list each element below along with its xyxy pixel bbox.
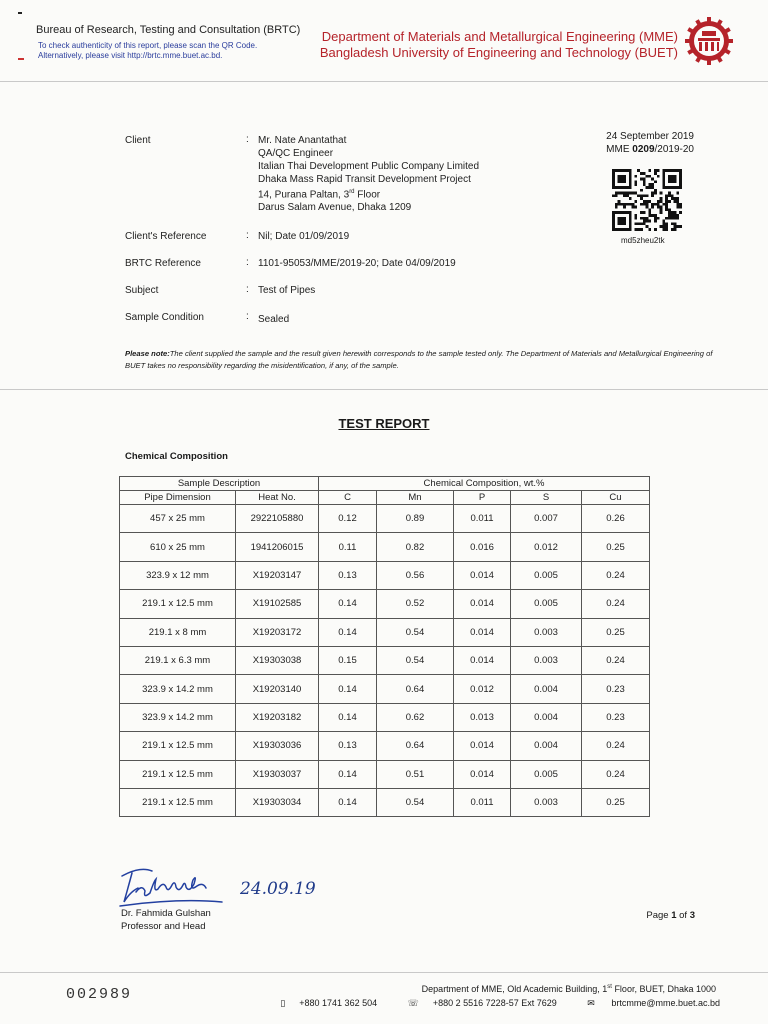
university-name: Bangladesh University of Engineering and Technology (BUET) xyxy=(319,45,678,60)
mail-icon: ✉ xyxy=(587,998,595,1008)
composition-cell: 0.011 xyxy=(454,505,511,533)
report-date: 24 September 2019 xyxy=(606,131,694,142)
composition-cell: 0.003 xyxy=(511,646,582,674)
composition-cell: 0.005 xyxy=(511,561,582,589)
qr-code-icon[interactable] xyxy=(612,169,682,231)
composition-cell: 0.25 xyxy=(582,618,650,646)
sample-condition-label: Sample Condition xyxy=(125,312,204,323)
composition-cell: 0.54 xyxy=(377,618,454,646)
element-header: C xyxy=(319,491,377,505)
composition-cell: 0.013 xyxy=(454,703,511,731)
composition-cell: 0.24 xyxy=(582,760,650,788)
client-details: Mr. Nate Anantathat QA/QC Engineer Italian Thai Development Public Company Limited Dhaka Mass Rapid Transit Development Project 14, Purana Paltan, 3rd Floor Darus Salam Avenue, Dhaka 1209 xyxy=(258,135,480,214)
heat-no-cell: X19303038 xyxy=(236,646,319,674)
composition-cell: 0.003 xyxy=(511,618,582,646)
composition-cell: 0.012 xyxy=(454,675,511,703)
pipe-dimension-cell: 457 x 25 mm xyxy=(120,505,236,533)
heat-no-cell: X19303036 xyxy=(236,732,319,760)
composition-cell: 0.003 xyxy=(511,788,582,816)
sample-condition-value: Sealed xyxy=(258,314,290,325)
composition-cell: 0.14 xyxy=(319,760,377,788)
heat-no-cell: X19203172 xyxy=(236,618,319,646)
footer-divider xyxy=(0,972,768,973)
element-header: S xyxy=(511,491,582,505)
brtc-title: Bureau of Research, Testing and Consultation (BRTC) xyxy=(36,24,301,36)
table-row xyxy=(120,590,650,618)
composition-cell: 0.014 xyxy=(454,618,511,646)
report-reference: MME 0209/2019-20 xyxy=(606,144,694,155)
composition-cell: 0.014 xyxy=(454,732,511,760)
heat-no-cell: 2922105880 xyxy=(236,505,319,533)
pipe-dimension-cell: 219.1 x 12.5 mm xyxy=(120,732,236,760)
composition-cell: 0.014 xyxy=(454,646,511,674)
element-header: Cu xyxy=(582,491,650,505)
heat-no-cell: X19303037 xyxy=(236,760,319,788)
composition-cell: 0.014 xyxy=(454,561,511,589)
disclaimer-note: Please note:The client supplied the sample and the result given herewith corresponds to the sample tested only. The Department of Materials and Metallurgical Engineering of BUET takes no responsibility regarding the misidentification, if any, of the sample. xyxy=(125,349,713,370)
composition-cell: 0.82 xyxy=(377,533,454,561)
composition-cell: 0.016 xyxy=(454,533,511,561)
report-title: TEST REPORT xyxy=(338,416,430,431)
heat-no-cell: X19203182 xyxy=(236,703,319,731)
composition-cell: 0.56 xyxy=(377,561,454,589)
client-reference-label: Client's Reference xyxy=(125,231,207,242)
mobile-icon: ▯ xyxy=(280,998,286,1008)
pipe-dimension-cell: 323.9 x 14.2 mm xyxy=(120,703,236,731)
heat-no-header: Heat No. xyxy=(236,491,319,505)
composition-cell: 0.14 xyxy=(319,703,377,731)
composition-cell: 0.89 xyxy=(377,505,454,533)
chemical-composition-header: Chemical Composition, wt.% xyxy=(319,477,650,491)
subject-label: Subject xyxy=(125,285,159,296)
client-reference-value: Nil; Date 01/09/2019 xyxy=(258,231,350,242)
composition-cell: 0.14 xyxy=(319,590,377,618)
pipe-dimension-cell: 323.9 x 14.2 mm xyxy=(120,675,236,703)
composition-cell: 0.004 xyxy=(511,732,582,760)
table-row xyxy=(120,646,650,674)
composition-cell: 0.14 xyxy=(319,675,377,703)
table-row xyxy=(120,618,650,646)
subject-value: Test of Pipes xyxy=(258,285,316,296)
composition-cell: 0.54 xyxy=(377,646,454,674)
composition-cell: 0.14 xyxy=(319,618,377,646)
chemical-composition-table xyxy=(119,476,650,817)
signatory: Dr. Fahmida Gulshan Professor and Head xyxy=(121,908,211,932)
composition-cell: 0.011 xyxy=(454,788,511,816)
table-row xyxy=(120,788,650,816)
element-header: Mn xyxy=(377,491,454,505)
corner-mark xyxy=(18,12,22,14)
table-row xyxy=(120,505,650,533)
pipe-dimension-cell: 219.1 x 12.5 mm xyxy=(120,590,236,618)
composition-cell: 0.11 xyxy=(319,533,377,561)
composition-cell: 0.24 xyxy=(582,590,650,618)
pipe-dimension-cell: 219.1 x 6.3 mm xyxy=(120,646,236,674)
composition-cell: 0.23 xyxy=(582,703,650,731)
footer-email: brtcmme@mme.buet.ac.bd xyxy=(611,998,720,1008)
pipe-dimension-cell: 219.1 x 12.5 mm xyxy=(120,788,236,816)
composition-cell: 0.004 xyxy=(511,703,582,731)
composition-cell: 0.51 xyxy=(377,760,454,788)
composition-cell: 0.25 xyxy=(582,533,650,561)
corner-mark xyxy=(18,58,24,60)
department-name: Department of Materials and Metallurgical Engineering (MME) xyxy=(321,29,678,44)
element-header: P xyxy=(454,491,511,505)
pipe-dimension-cell: 610 x 25 mm xyxy=(120,533,236,561)
footer-phone: +880 2 5516 7228-57 Ext 7629 xyxy=(432,998,557,1008)
composition-cell: 0.13 xyxy=(319,732,377,760)
authenticity-note: To check authenticity of this report, please scan the QR Code. Alternatively, please visit http://brtc.mme.buet.ac.bd. xyxy=(38,41,258,60)
composition-cell: 0.24 xyxy=(582,646,650,674)
pipe-dimension-cell: 323.9 x 12 mm xyxy=(120,561,236,589)
composition-cell: 0.52 xyxy=(377,590,454,618)
telephone-icon: ☏ xyxy=(407,998,419,1008)
composition-cell: 0.24 xyxy=(582,732,650,760)
table-row xyxy=(120,533,650,561)
composition-cell: 0.13 xyxy=(319,561,377,589)
footer-contacts xyxy=(266,998,720,1009)
composition-cell: 0.004 xyxy=(511,675,582,703)
composition-cell: 0.012 xyxy=(511,533,582,561)
note-divider xyxy=(0,389,768,390)
pipe-dimension-cell: 219.1 x 12.5 mm xyxy=(120,760,236,788)
composition-cell: 0.007 xyxy=(511,505,582,533)
table-row xyxy=(120,675,650,703)
page-number: Page 1 of 3 xyxy=(646,910,695,921)
heat-no-cell: X19203140 xyxy=(236,675,319,703)
sample-description-header: Sample Description xyxy=(120,477,319,491)
composition-cell: 0.12 xyxy=(319,505,377,533)
heat-no-cell: X19303034 xyxy=(236,788,319,816)
signature-date: 24.09.19 xyxy=(240,879,316,899)
buet-gear-logo-icon xyxy=(684,16,734,66)
composition-cell: 0.64 xyxy=(377,732,454,760)
composition-cell: 0.25 xyxy=(582,788,650,816)
composition-cell: 0.005 xyxy=(511,760,582,788)
composition-cell: 0.23 xyxy=(582,675,650,703)
serial-number: 002989 xyxy=(66,986,133,1003)
table-row xyxy=(120,703,650,731)
composition-cell: 0.005 xyxy=(511,590,582,618)
composition-cell: 0.014 xyxy=(454,760,511,788)
pipe-dimension-header: Pipe Dimension xyxy=(120,491,236,505)
table-row xyxy=(120,732,650,760)
composition-cell: 0.15 xyxy=(319,646,377,674)
composition-cell: 0.14 xyxy=(319,788,377,816)
table-body xyxy=(120,505,650,817)
composition-cell: 0.26 xyxy=(582,505,650,533)
client-label: Client xyxy=(125,135,151,146)
brtc-reference-label: BRTC Reference xyxy=(125,258,201,269)
heat-no-cell: X19203147 xyxy=(236,561,319,589)
table-row xyxy=(120,760,650,788)
heat-no-cell: X19102585 xyxy=(236,590,319,618)
composition-cell: 0.64 xyxy=(377,675,454,703)
brtc-reference-value: 1101-95053/MME/2019-20; Date 04/09/2019 xyxy=(258,258,456,269)
table-row xyxy=(120,561,650,589)
composition-cell: 0.62 xyxy=(377,703,454,731)
composition-cell: 0.54 xyxy=(377,788,454,816)
pipe-dimension-cell: 219.1 x 8 mm xyxy=(120,618,236,646)
qr-caption: md5zheu2tk xyxy=(621,236,665,245)
composition-cell: 0.24 xyxy=(582,561,650,589)
header-divider xyxy=(0,81,768,82)
signature-image xyxy=(118,862,238,910)
composition-cell: 0.014 xyxy=(454,590,511,618)
footer-mobile: +880 1741 362 504 xyxy=(299,998,378,1008)
section-heading: Chemical Composition xyxy=(125,451,228,462)
footer-address: Department of MME, Old Academic Building, 1st Floor, BUET, Dhaka 1000 xyxy=(421,984,716,994)
heat-no-cell: 1941206015 xyxy=(236,533,319,561)
